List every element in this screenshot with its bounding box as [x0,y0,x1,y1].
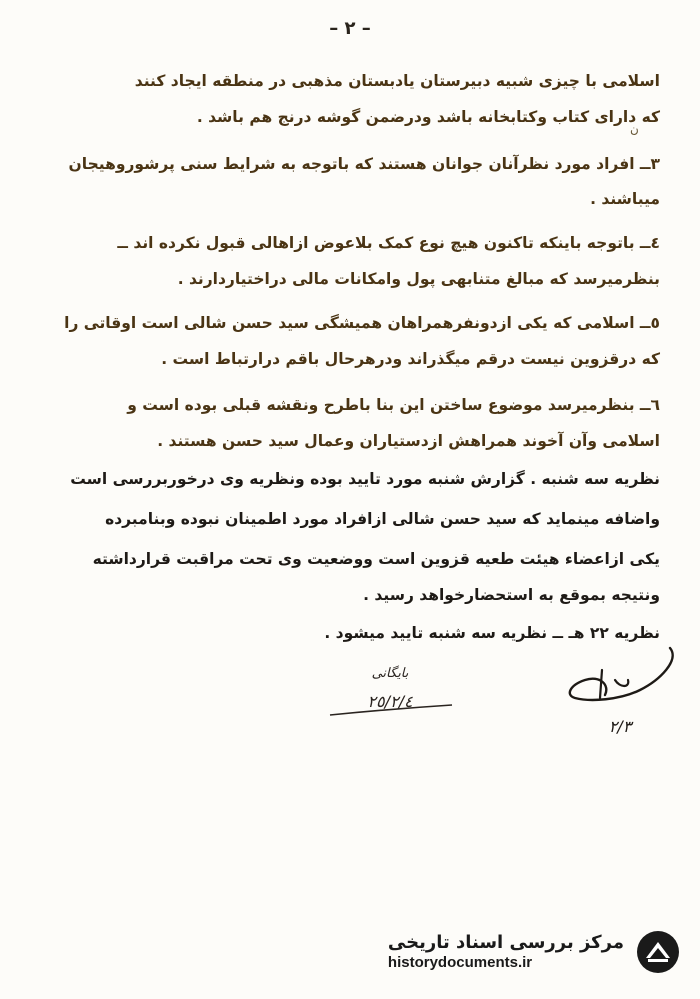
archive-logo-icon [634,928,682,976]
text-line: واضافه مینماید که سید حسن شالی ازافراد مورد اطمینان نبوده وبنامبرده [105,510,660,528]
text-line: میباشند . [590,190,660,208]
text-line: که درقزوین نیست درقم میگذراند ودرهرحال باقم درارتباط است . [161,350,660,368]
text-line: ونتیجه بموقع به استحضارخواهد رسید . [363,586,660,604]
text-line: یکی ازاعضاء هیئت طعیه قزوین است ووضعیت وی تحت مراقبت قرارداشته [92,550,660,568]
text-line: ٣ــ افراد مورد نظرآنان جوانان هستند که باتوجه به شرایط سنی پرشوروهیجان [68,155,660,173]
footer-url[interactable]: historydocuments.ir [387,954,533,971]
stamp-date: ٢٥/٢/٤ [367,692,413,711]
footer-title: مرکز بررسی اسناد تاریخی [387,932,624,953]
text-line: اسلامی با چیزی شبیه دبیرستان یادبستان مذهبی در منطقه ایجاد کنند [134,72,660,90]
margin-mark: ن [630,122,639,136]
text-line: نظریه ٢٢ هـ ــ نظریه سه شنبه تایید میشود . [324,624,660,642]
text-line: اسلامی وآن آخوند همراهش ازدستیاران وعمال سید حسن هستند . [157,432,660,450]
text-line: ٦ــ بنظرمیرسد موضوع ساختن این بنا باطرح ونقشه قبلی بوده است و [127,396,660,414]
page-number: – ٢ – [329,18,371,39]
text-line: نظریه سه شنبه . گزارش شنبه مورد تایید بوده ونظریه وی درخوربررسی است [70,470,660,488]
footer-watermark [388,927,682,977]
text-line: که دارای کتاب وکتابخانه باشد ودرضمن گوشه درنج هم باشد . [196,108,660,126]
archive-stamp [320,655,460,725]
text-line: بنظرمیرسد که مبالغ متنابهی پول وامکانات مالی دراختیاردارند . [177,270,660,288]
signature [560,640,680,740]
signature-number: ٢/٣ [608,717,632,736]
text-line: ٥ــ اسلامی که یکی ازدونفرهمراهان همیشگی سید حسن شالی است اوقاتی را [64,314,660,332]
stamp-word: بایگانی [371,666,409,681]
text-line: ٤ــ باتوجه باینکه تاکنون هیچ نوع کمک بلاعوض ازاهالی قبول نکرده اند ــ [117,234,660,252]
